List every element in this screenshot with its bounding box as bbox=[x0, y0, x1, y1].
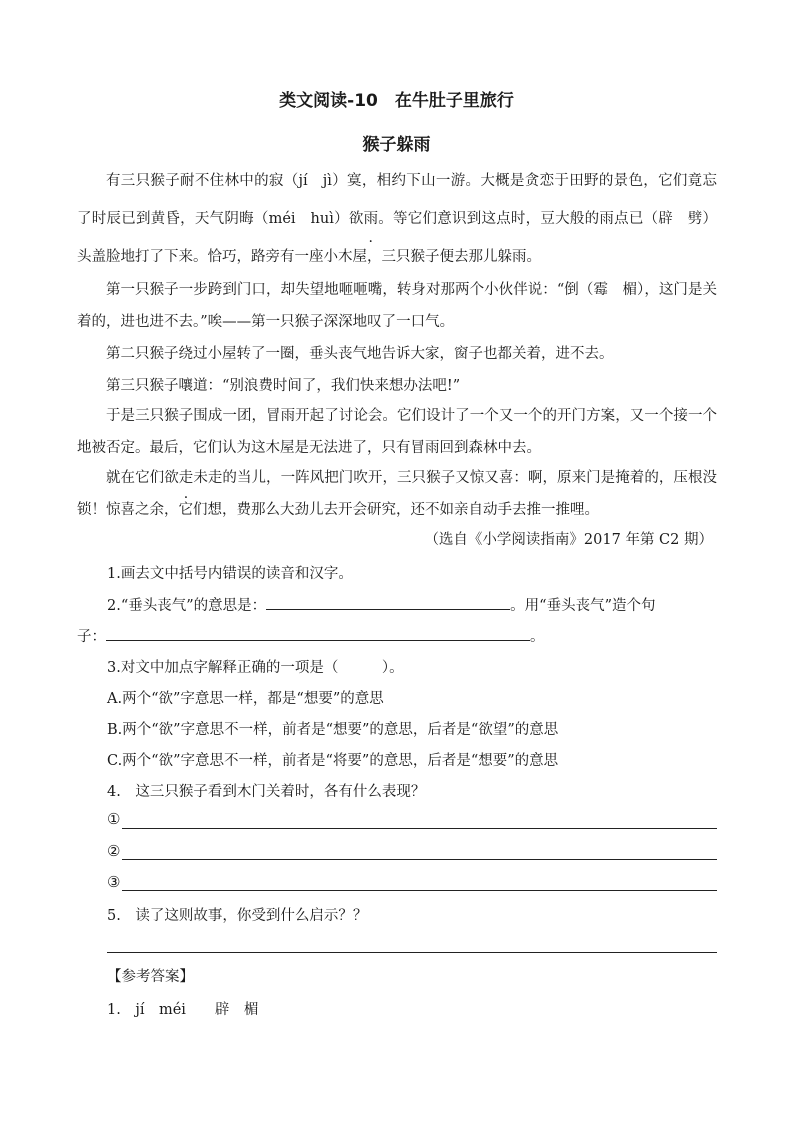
question-2-cont bbox=[77, 625, 717, 646]
story-paragraph-3: 第二只猴子绕过小屋转了一圈，垂头丧气地告诉大家，窗子也都关着，进不去。 bbox=[106, 346, 614, 362]
answer-line-4-2[interactable] bbox=[122, 859, 717, 860]
story-paragraph-6 bbox=[77, 462, 717, 526]
answer-line-4-1[interactable] bbox=[122, 828, 717, 829]
story-paragraph-4: 第三只猴子嚷道：“别浪费时间了，我们快来想办法吧!” bbox=[106, 378, 461, 394]
answers-header: 【参考答案】 bbox=[107, 969, 194, 985]
answer-marker-1: ① bbox=[107, 810, 121, 828]
story-title: 猴子躲雨 bbox=[362, 135, 431, 155]
paragraph-6-text-a: 就在它们 bbox=[106, 470, 165, 486]
answer-1: 1. jí méi 辟 楣 bbox=[107, 1002, 259, 1018]
page-title: 类文阅读-10 在牛肚子里旅行 bbox=[279, 91, 514, 111]
question-3: 3.对文中加点字解释正确的一项是（ ）。 bbox=[107, 660, 404, 676]
question-1: 1.画去文中括号内错误的读音和汉字。 bbox=[107, 566, 353, 582]
question-2-end: 。 bbox=[530, 629, 545, 645]
answer-marker-3: ③ bbox=[107, 873, 121, 891]
source-citation: （选自《小学阅读指南》2017 年第 C2 期） bbox=[424, 532, 713, 548]
option-b[interactable]: B.两个“欲”字意思不一样，前者是“想要”的意思，后者是“欲望”的意思 bbox=[107, 722, 559, 738]
story-paragraph-5: 于是三只猴子围成一团，冒雨开起了讨论会。它们设计了一个又一个的开门方案，又一个接一个地被否定。最后，它们认为这木屋是无法进了，只有冒雨回到森林中去。 bbox=[77, 408, 717, 456]
dotted-char-2: 欲 bbox=[164, 470, 179, 486]
dotted-char-1: 欲 bbox=[348, 211, 364, 227]
answer-blank-2a[interactable] bbox=[266, 595, 510, 610]
paragraph-1-text-a: 有三只猴子耐不住林中的寂（jí jì）寞，相约下山一游。大概是贪恋于田野的景色，它们竟忘了时辰已到黄昏，天气阴晦（méi huì） bbox=[77, 173, 717, 227]
answer-blank-2b[interactable] bbox=[106, 626, 530, 641]
answer-line-4-3[interactable] bbox=[122, 890, 717, 891]
answer-line-5[interactable] bbox=[107, 952, 717, 953]
answer-marker-2: ② bbox=[107, 842, 121, 860]
question-2-prompt: 2.“垂头丧气”的意思是： bbox=[107, 598, 267, 614]
question-2 bbox=[107, 594, 747, 615]
option-a[interactable]: A.两个“欲”字意思一样，都是“想要”的意思 bbox=[107, 691, 384, 707]
question-2-prompt-b: 。用“垂头丧气”造个句 bbox=[510, 598, 656, 614]
paragraph-1-text-b: 雨。等它们意识到这点时，豆大般的雨点已（辟 劈）头盖脸地打了下来。恰巧，路旁有一座小木屋，三只猴子便去那儿躲雨。 bbox=[77, 211, 718, 265]
paragraph-6-text-b: 走未走的当儿，一阵风把门吹开，三只猴子又惊又喜：啊，原来门是掩着的，压根没锁！惊喜之余，它们想，费那么大劲儿去开会研究，还不如亲自动手去推一推哩。 bbox=[77, 470, 718, 518]
option-c[interactable]: C.两个“欲”字意思不一样，前者是“将要”的意思，后者是“想要”的意思 bbox=[107, 753, 559, 769]
question-5: 5. 读了这则故事，你受到什么启示？？ bbox=[107, 908, 368, 924]
question-2-prompt-c: 子： bbox=[77, 629, 106, 645]
question-4: 4. 这三只猴子看到木门关着时，各有什么表现？ bbox=[107, 784, 426, 800]
story-paragraph-1 bbox=[77, 162, 717, 276]
story-paragraph-2: 第一只猴子一步跨到门口，却失望地咂咂嘴，转身对那两个小伙伴说：“倒（霉 楣），这门是关着的，进也进不去。”唉——第一只猴子深深地叹了一口气。 bbox=[77, 282, 717, 330]
